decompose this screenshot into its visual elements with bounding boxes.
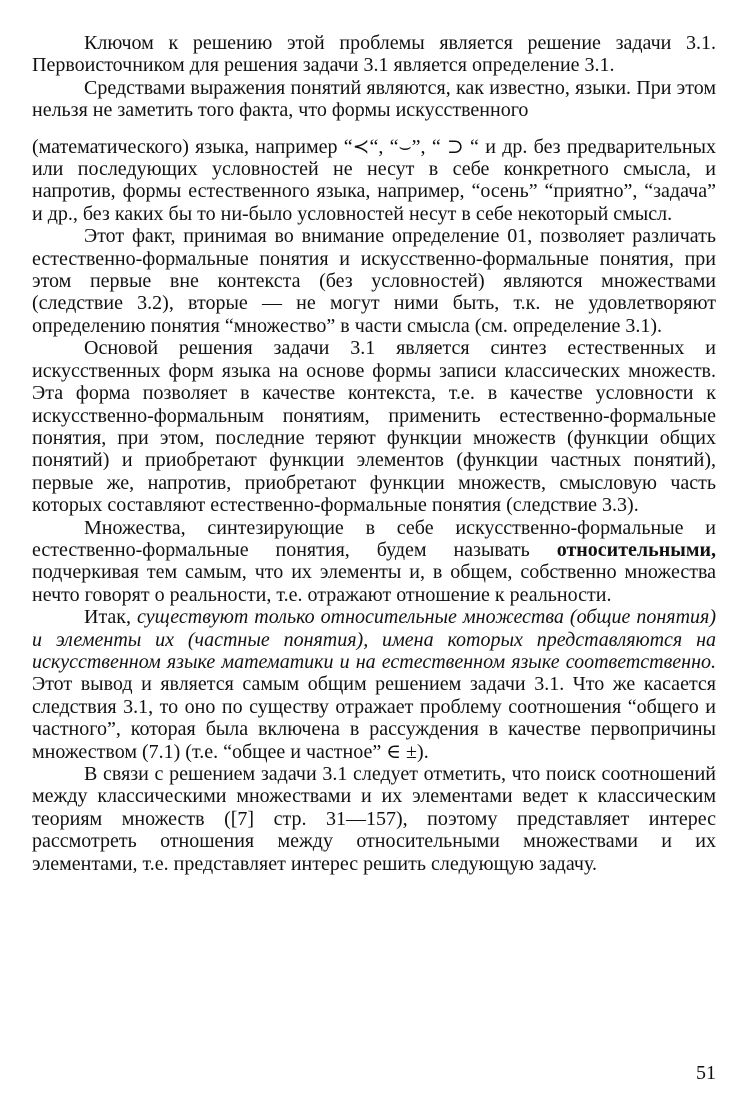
paragraph-5-text-end: подчеркивая тем самым, что их элементы и, в общем, собственно множества нечто говорят о реальности, т.е. отражают отношение к реальности. — [32, 561, 716, 606]
body-text — [32, 32, 716, 875]
paragraph-2-part-1: Средствами выражения понятий являются, как известно, языки. При этом нельзя не заметить того факта, что формы искусственного — [32, 76, 716, 122]
paragraph-3: Этот факт, принимая во внимание определение 01, позволяет различать естественно-формальные понятия и искусственно-формальные понятия, при этом первые вне контекста (без условностей) являются множествами (следствие 3.2), вторые — не могут ними быть, т.к. не удовлетворяют определению понятия “множество” в части смысла (см. определение 3.1). — [32, 225, 716, 337]
paragraph-5 — [32, 517, 716, 607]
conclusion-italic: существуют только относительные множества (общие понятия) и элементы их (частные понятия), имена которых представляются на искусственном языке математики и на естественном языке соответственно. — [32, 606, 716, 673]
paragraph-2-part-2: (математического) языка, например “≺“, “⌣”, “ ⊃ “ и др. без предварительных или последующих условностей не несут в себе конкретного смысла, и напротив, формы естественного языка, например, “осень” “приятно”, “задача” и др., без каких бы то ни-было условностей несут в себе некоторый смысл. — [32, 135, 716, 225]
paragraph-1: Ключом к решению этой проблемы является решение задачи 3.1. Первоисточником для решения задачи 3.1 является определение 3.1. — [32, 32, 716, 77]
paragraph-5-text: Множества, синтезирующие в себе искусственно-формальные и естественно-формальные понятия, будем называть — [32, 516, 716, 561]
line-gap — [32, 122, 716, 136]
page-number: 51 — [696, 1062, 716, 1084]
term-relative: относительными, — [556, 538, 716, 561]
paragraph-6-text: Итак, — [84, 606, 138, 629]
paragraph-4: Основой решения задачи 3.1 является синтез естественных и искусственных форм языка на основе формы записи классических множеств. Эта форма позволяет в качестве контекста, т.е. в качестве условности к искусственно-формальным понятиям, применить естественно-формальные понятия, при этом, последние теряют функции множеств (функции общих понятий) и приобретают функции элементов (функции частных понятий), первые же, напротив, приобретают функции множеств, смысловую часть которых составляют естественно-формальные понятия (следствие 3.3). — [32, 337, 716, 517]
paragraph-7: В связи с решением задачи 3.1 следует отметить, что поиск соотношений между классическими множествами и их элементами ведет к классическим теориям множеств ([7] стр. 31—157), поэтому представляет интерес рассмотреть отношения между относительными множествами и их элементами, т.е. представляет интерес решить следующую задачу. — [32, 763, 716, 875]
paragraph-6 — [32, 606, 716, 763]
paragraph-6-text-end: Этот вывод и является самым общим решением задачи 3.1. Что же касается следствия 3.1, то оно по существу отражает проблему соотношения “общего и частного”, которая была включена в рассуждения в качестве первопричины множеством (7.1) (т.е. “общее и частное” ∈ ±). — [32, 673, 716, 763]
